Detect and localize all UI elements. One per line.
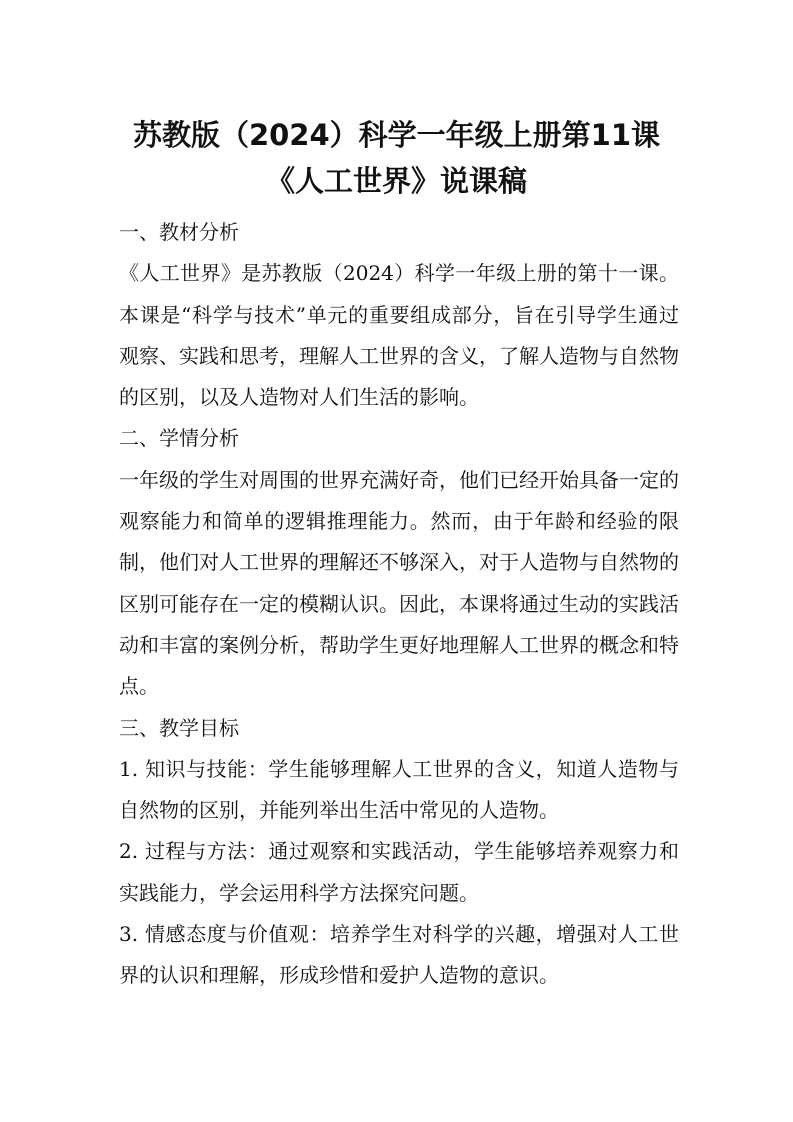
section-heading-textbook-analysis: 一、教材分析 — [119, 220, 239, 244]
section-heading-student-analysis: 二、学情分析 — [119, 426, 239, 451]
goal-knowledge-skills: 1. 知识与技能：学生能够理解人工世界的含义，知道人造物与自然物的区别，并能列举出生活中常见的人造物。 — [119, 756, 679, 823]
document-title: 苏教版（2024）科学一年级上册第11课《人工世界》说课稿 — [132, 118, 661, 198]
goal-process-methods: 2. 过程与方法：通过观察和实践活动，学生能够培养观察力和实践能力，学会运用科学方法探究问题。 — [119, 839, 679, 905]
paragraph-textbook-analysis: 《人工世界》是苏教版（2024）科学一年级上册的第十一课。本课是“科学与技术”单元的重要组成部分，旨在引导学生通过观察、实践和思考，理解人工世界的含义，了解人造物与自然物的区别，以及人造物对人们生活的影响。 — [119, 261, 679, 410]
section-heading-teaching-goals: 三、教学目标 — [119, 715, 239, 740]
document-body — [119, 212, 679, 997]
paragraph-student-analysis: 一年级的学生对周围的世界充满好奇，他们已经开始具备一定的观察能力和简单的逻辑推理能力。然而，由于年龄和经验的限制，他们对人工世界的理解还不够深入，对于人造物与自然物的区别可能存在一定的模糊认识。因此，本课将通过生动的实践活动和丰富的案例分析，帮助学生更好地理解人工世界的概念和特点。 — [119, 467, 679, 699]
goal-attitudes-values: 3. 情感态度与价值观：培养学生对科学的兴趣，增强对人工世界的认识和理解，形成珍惜和爱护人造物的意识。 — [119, 922, 679, 988]
